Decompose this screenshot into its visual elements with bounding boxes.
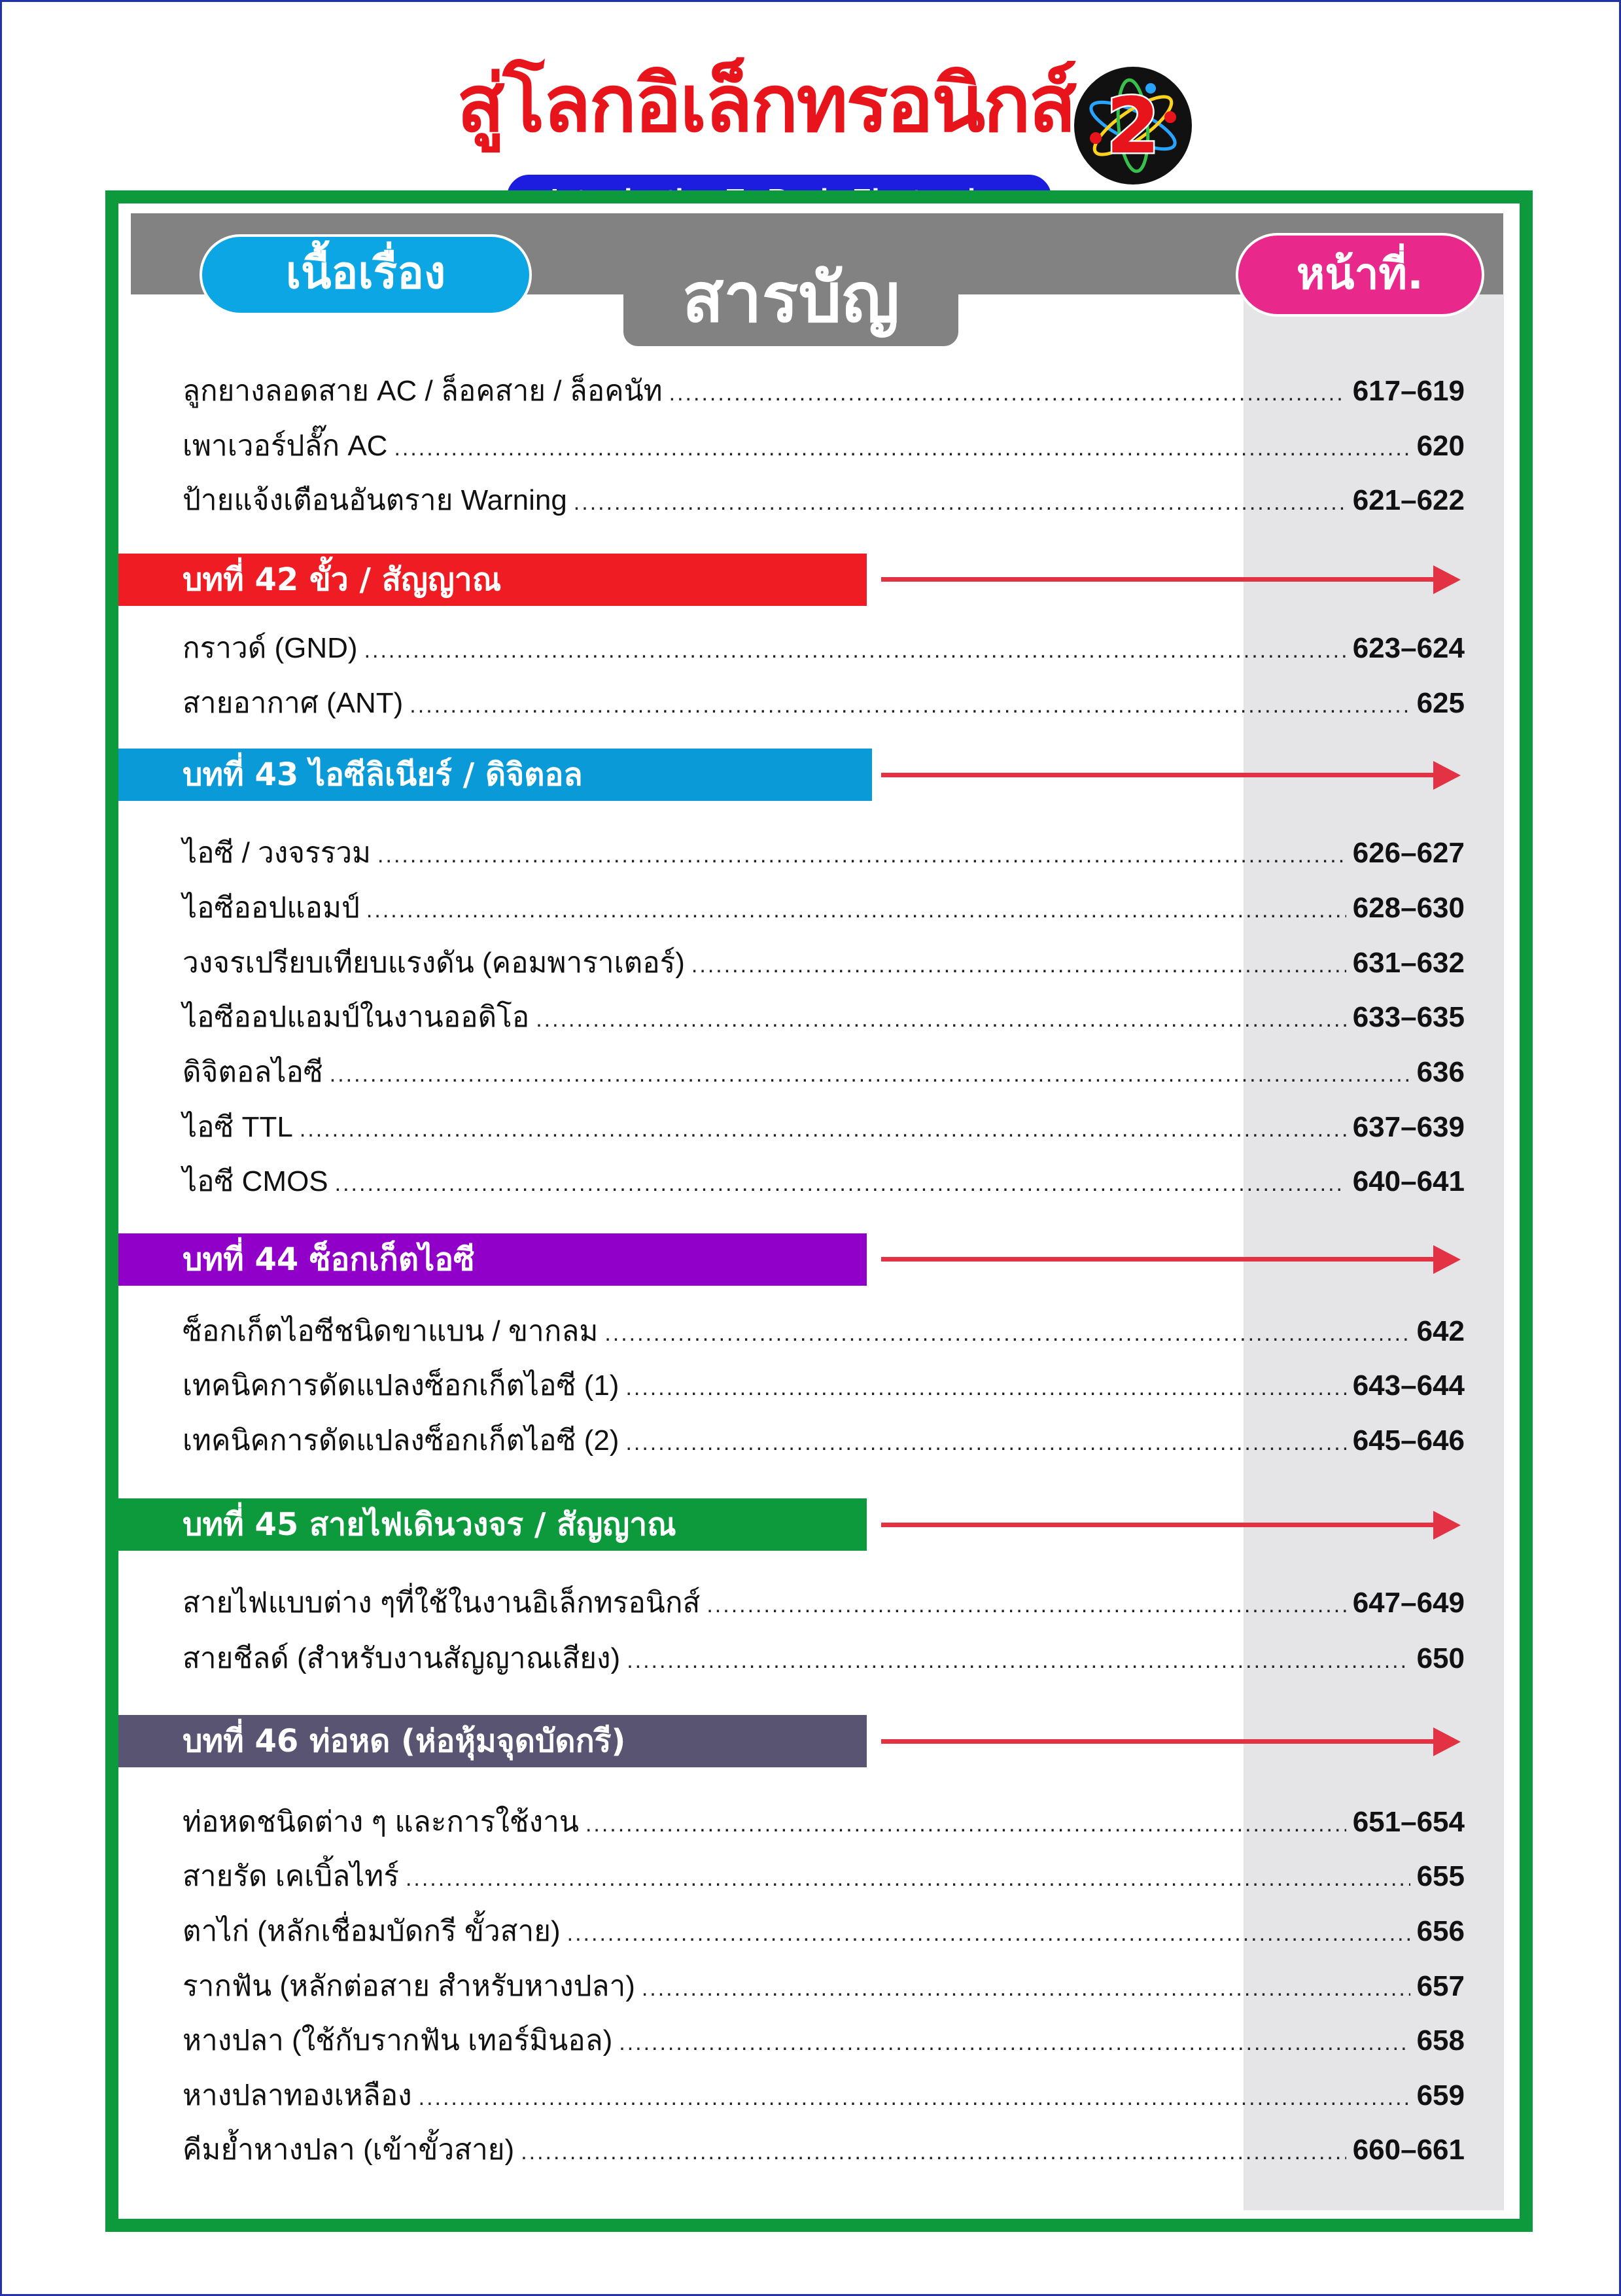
entry-title: ป้ายแจ้งเตือนอันตราย Warning: [183, 484, 567, 516]
entry-page: 651–654: [1352, 1806, 1465, 1838]
toc-entry: [183, 1636, 1465, 1682]
entry-title: ตาไก่ (หลักเชื่อมบัดกรี ขั้วสาย): [183, 1915, 561, 1947]
toc-entry: [183, 1964, 1465, 2009]
dot-leader: [300, 1106, 1346, 1152]
chapter-arrow-icon: [1433, 761, 1461, 790]
toc-entry: [183, 940, 1465, 986]
entry-page: 650: [1416, 1642, 1465, 1674]
toc-entry: [183, 626, 1465, 671]
entry-title: สายไฟแบบต่าง ๆที่ใช้ในงานอิเล็กทรอนิกส์: [183, 1587, 701, 1619]
entry-title: ไอซี TTL: [183, 1111, 293, 1143]
chapter-label: บทที่ 42 ขั้ว / สัญญาณ: [118, 554, 867, 606]
entry-page: 637–639: [1352, 1111, 1465, 1143]
toc-entry: [183, 830, 1465, 876]
toc-entry: [183, 1580, 1465, 1626]
toc-entry: [183, 1309, 1465, 1354]
chapter-label: บทที่ 43 ไอซีลิเนียร์ / ดิจิตอล: [118, 749, 872, 801]
dot-leader: [377, 832, 1346, 878]
toc-entry: [183, 423, 1465, 469]
page-column-label: หน้าที่.: [1236, 233, 1484, 317]
dot-leader: [625, 1365, 1346, 1411]
dot-leader: [669, 370, 1346, 416]
chapter-arrow-icon: [1433, 1727, 1461, 1756]
toc-entry: [183, 1909, 1465, 1954]
dot-leader: [585, 1801, 1346, 1847]
entry-title: เพาเวอร์ปลั๊ก AC: [183, 430, 388, 462]
entry-page: 658: [1416, 2024, 1465, 2057]
chapter-arrow-line: [881, 1523, 1454, 1527]
entry-title: ดิจิตอลไอซี: [183, 1056, 323, 1088]
entry-title: ท่อหดชนิดต่าง ๆ และการใช้งาน: [183, 1806, 579, 1838]
dot-leader: [366, 887, 1346, 933]
entry-page: 623–624: [1352, 632, 1465, 664]
dot-leader: [567, 1911, 1410, 1956]
book-title: สู่โลกอิเล็กทรอนิกส์: [457, 59, 1075, 150]
volume-number: 2: [1106, 80, 1160, 171]
chapter-label: บทที่ 46 ท่อหด (ห่อหุ้มจุดบัดกรี): [118, 1715, 867, 1767]
toc-entry: [183, 1418, 1465, 1464]
chapter-label: บทที่ 44 ซ็อกเก็ตไอซี: [118, 1233, 867, 1286]
entry-title: หางปลาทองเหลือง: [183, 2079, 412, 2111]
dot-leader: [625, 1420, 1346, 1466]
entry-page: 625: [1416, 687, 1465, 719]
dot-leader: [521, 2129, 1346, 2175]
entry-title: ไอซี CMOS: [183, 1165, 328, 1197]
entry-page: 640–641: [1352, 1165, 1465, 1197]
entry-page: 642: [1416, 1315, 1465, 1347]
entry-title: เทคนิคการดัดแปลงซ็อกเก็ตไอซี (2): [183, 1424, 619, 1457]
entry-title: สายอากาศ (ANT): [183, 687, 404, 719]
toc-entry: [183, 1159, 1465, 1205]
title-block: [2, 48, 1621, 198]
dot-leader: [691, 942, 1346, 988]
dot-leader: [394, 425, 1410, 471]
entry-page: 617–619: [1352, 375, 1465, 407]
dot-leader: [642, 1966, 1410, 2011]
entry-page: 657: [1416, 1970, 1465, 2002]
toc-entry: [183, 368, 1465, 414]
toc-entry: [183, 1799, 1465, 1845]
entry-title: หางปลา (ใช้กับรากฟัน เทอร์มินอล): [183, 2024, 613, 2057]
toc-entry: [183, 995, 1465, 1040]
chapter-arrow-icon: [1433, 565, 1461, 594]
toc-entry: [183, 680, 1465, 726]
entry-title: ไอซีออปแอมป์ในงานออดิโอ: [183, 1001, 530, 1033]
atom-logo-badge: [1072, 65, 1194, 186]
dot-leader: [604, 1311, 1410, 1356]
chapter-arrow-line: [881, 1739, 1454, 1744]
dot-leader: [627, 1638, 1410, 1684]
entry-title: ลูกยางลอดสาย AC / ล็อคสาย / ล็อคนัท: [183, 375, 663, 407]
dot-leader: [574, 480, 1346, 525]
dot-leader: [364, 627, 1346, 673]
dot-leader: [335, 1161, 1346, 1207]
toc-entry: [183, 2073, 1465, 2119]
dot-leader: [419, 2075, 1410, 2121]
entry-title: เทคนิคการดัดแปลงซ็อกเก็ตไอซี (1): [183, 1369, 619, 1402]
entry-page: 659: [1416, 2079, 1465, 2111]
toc-entry: [183, 2127, 1465, 2173]
entry-page: 621–622: [1352, 484, 1465, 516]
dot-leader: [330, 1051, 1410, 1097]
toc-entry: [183, 2018, 1465, 2064]
entry-page: 626–627: [1352, 837, 1465, 869]
toc-entry: [183, 478, 1465, 523]
dot-leader: [619, 2020, 1410, 2066]
entry-page: 633–635: [1352, 1001, 1465, 1033]
toc-entry: [183, 1050, 1465, 1095]
entry-page: 645–646: [1352, 1424, 1465, 1457]
entry-title: สายชีลด์ (สำหรับงานสัญญาณเสียง): [183, 1642, 621, 1674]
entry-title: ไอซี / วงจรรวม: [183, 837, 372, 869]
chapter-arrow-icon: [1433, 1511, 1461, 1540]
entry-page: 628–630: [1352, 892, 1465, 924]
dot-leader: [536, 997, 1346, 1042]
entry-page: 656: [1416, 1915, 1465, 1947]
chapter-arrow-icon: [1433, 1245, 1461, 1274]
entry-title: ไอซีออปแอมป์: [183, 892, 360, 924]
entry-title: กราวด์ (GND): [183, 632, 358, 664]
entry-page: 631–632: [1352, 947, 1465, 979]
entry-title: สายรัด เคเบิ้ลไทร์: [183, 1860, 399, 1892]
dot-leader: [410, 682, 1410, 728]
entry-title: ซ็อกเก็ตไอซีชนิดขาแบน / ขากลม: [183, 1315, 599, 1347]
toc-title: สารบัญ: [623, 257, 958, 346]
chapter-arrow-line: [881, 1257, 1454, 1262]
chapter-arrow-line: [881, 773, 1454, 777]
toc-entry: [183, 1363, 1465, 1409]
dot-leader: [406, 1856, 1410, 1901]
dot-leader: [706, 1582, 1346, 1628]
entry-title: คีมย้ำหางปลา (เข้าขั้วสาย): [183, 2134, 515, 2166]
toc-entry: [183, 885, 1465, 931]
entry-title: รากฟัน (หลักต่อสาย สำหรับหางปลา): [183, 1970, 635, 2002]
entry-page: 660–661: [1352, 2134, 1465, 2166]
content-column-label: เนื้อเรื่อง: [200, 234, 532, 315]
chapter-label: บทที่ 45 สายไฟเดินวงจร / สัญญาณ: [118, 1498, 867, 1551]
chapter-arrow-line: [881, 577, 1454, 582]
entry-page: 636: [1416, 1056, 1465, 1088]
toc-entry: [183, 1854, 1465, 1899]
entry-title: วงจรเปรียบเทียบแรงดัน (คอมพาราเตอร์): [183, 947, 685, 979]
entry-page: 620: [1416, 430, 1465, 462]
entry-page: 655: [1416, 1860, 1465, 1892]
entry-page: 643–644: [1352, 1369, 1465, 1402]
toc-entry: [183, 1104, 1465, 1150]
entry-page: 647–649: [1352, 1587, 1465, 1619]
